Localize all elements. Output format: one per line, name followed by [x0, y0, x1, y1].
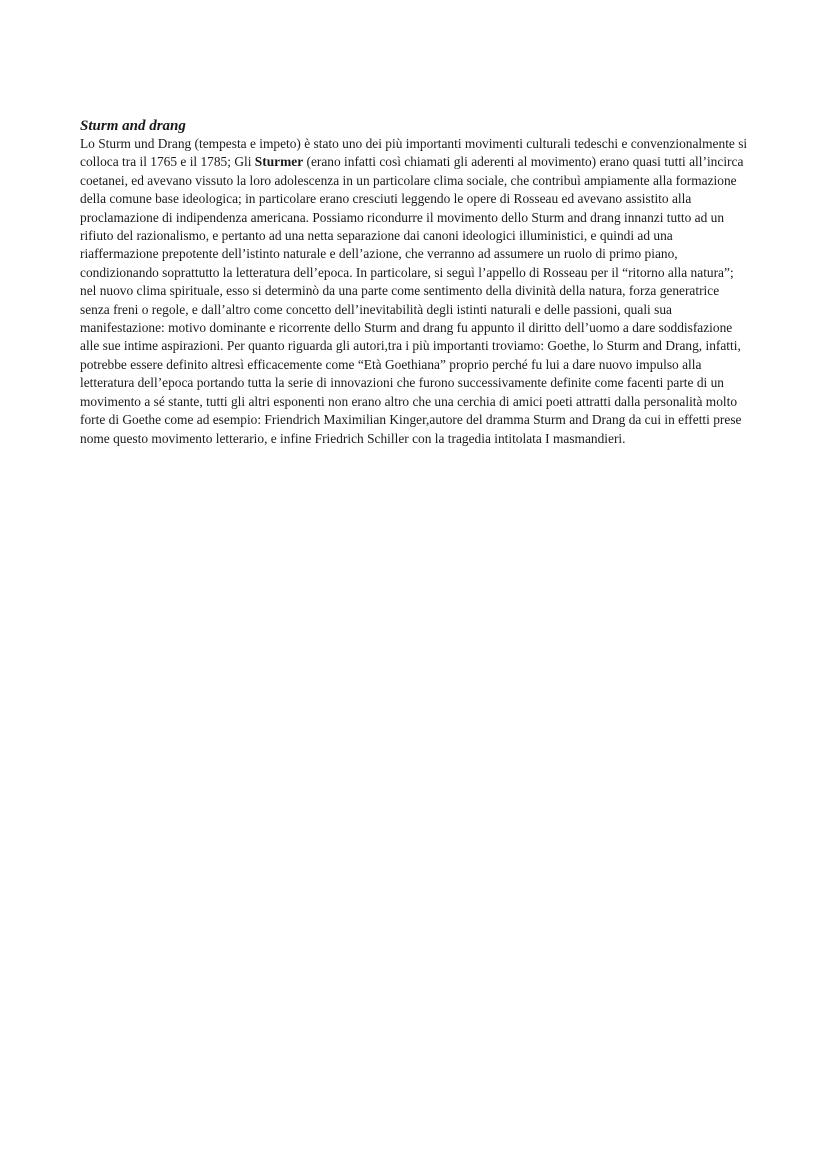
paragraph-text-start: Lo Sturm und Drang (tempesta e impeto) è stato uno dei più importanti movimenti culturali tedeschi e convenzionalmente si colloca tra il 1765 e il 1785; Gli [80, 136, 748, 170]
body-paragraph [80, 135, 752, 448]
bold-term-sturmer: Sturmer [254, 154, 304, 170]
document-title: Sturm and drang [80, 118, 186, 134]
paragraph-text-rest: (erano infatti così chiamati gli aderenti al movimento) erano quasi tutti all’incirca coetanei, ed avevano vissuto la loro adolescenza in un particolare clima sociale, che contribuì ampiamente alla formazione della comune base ideologica; in particolare erano cresciuti leggendo le opere di Rosseau ed avevano assistito alla proclamazione di indipendenza americana. Possiamo ricondurre il movimento dello Sturm and drang innanzi tutto ad un rifiuto del razionalismo, e pertanto ad una netta separazione dai canoni ideologici illuministici, e quindi ad una riaffermazione prepotente dell’istinto naturale e dell’azione, che verranno ad assumere un ruolo di primo piano, condizionando soprattutto la letteratura dell’epoca. In particolare, si seguì l’appello di Rosseau per il “ritorno alla natura”; nel nuovo clima spirituale, esso si determinò da una parte come sentimento della divinità della natura, forza generatrice senza freni o regole, e dall’altro come concetto dell’inevitabilità degli istinti naturali e delle passioni, quali sua manifestazione: motivo dominante e ricorrente dello Sturm and drang fu appunto il diritto dell’uomo a dare soddisfazione alle sue intime aspirazioni. Per quanto riguarda gli autori,tra i più importanti troviamo: Goethe, lo Sturm and Drang, infatti, potrebbe essere definito altresì efficacemente come “Età Goethiana” proprio perché fu lui a dare nuovo impulso alla letteratura dell’epoca portando tutta la serie di innovazioni che furono successivamente definite come facenti parte di un movimento a sé stante, tutti gli altri esponenti non erano altro che una cerchia di amici poeti attratti dalla personalità molto forte di Goethe come ad esempio: Friendrich Maximilian Kinger,autore del dramma Sturm and Drang da cui in effetti prese nome questo movimento letterario, e infine Friedrich Schiller con la tragedia intitolata I masmandieri. [80, 154, 744, 446]
document-page [80, 117, 752, 448]
